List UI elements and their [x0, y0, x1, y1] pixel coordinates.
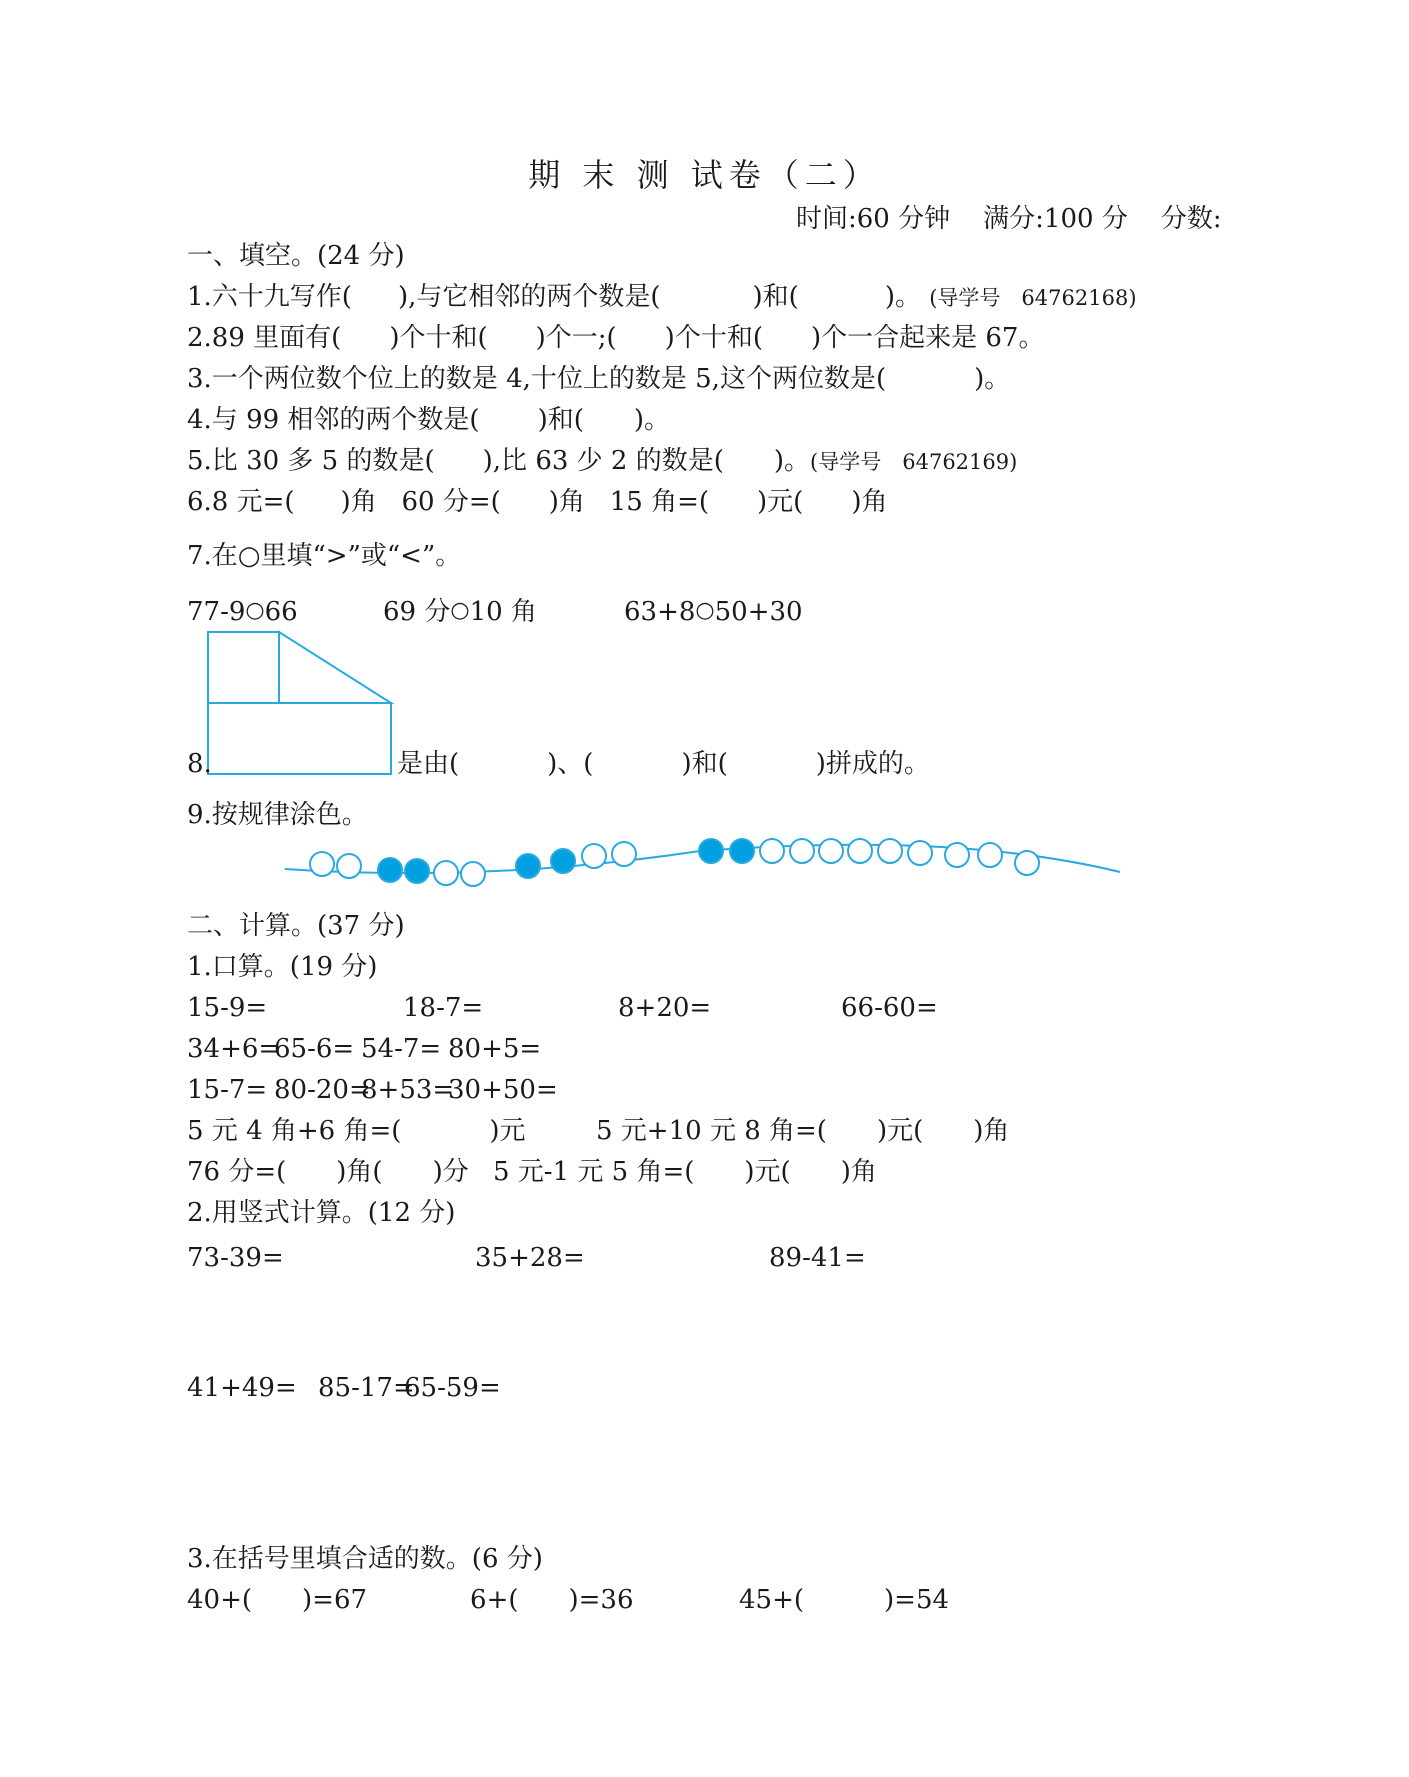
q7-heading: 7.在○里填“>”或“<”。: [187, 541, 462, 571]
q3: 3.一个两位数个位上的数是 4,十位上的数是 5,这个两位数是( )。: [187, 364, 1011, 394]
vertical-item: 41+49=: [187, 1373, 297, 1403]
fill-item: 40+( )=67: [187, 1585, 368, 1615]
fill-heading: 3.在括号里填合适的数。(6 分): [187, 1544, 543, 1574]
circle-blank-icon: ○: [450, 598, 470, 623]
vertical-item: 85-17=: [318, 1373, 415, 1403]
calc-item: 54-7=: [361, 1034, 442, 1064]
vertical-calc-heading: 2.用竖式计算。(12 分): [187, 1198, 456, 1228]
calc-item: 80+5=: [448, 1034, 542, 1064]
bead-empty: [908, 841, 932, 865]
q5: 5.比 30 多 5 的数是( ),比 63 少 2 的数是( )。(导学号 64762169): [187, 446, 1018, 476]
calc-item: 80-20=: [274, 1075, 371, 1105]
guide-number: (导学号 64762168): [929, 286, 1137, 310]
q1: 1.六十九写作( ),与它相邻的两个数是( )和( )。 (导学号 64762168): [187, 282, 1137, 312]
full-score: 满分:100 分: [983, 204, 1128, 234]
q2: 2.89 里面有( )个十和( )个一;( )个十和( )个一合起来是 67。: [187, 323, 1045, 353]
calc-item: 15-7=: [187, 1075, 268, 1105]
bead-empty: [945, 843, 969, 867]
bead-empty: [1015, 851, 1039, 875]
circle-blank-icon: ○: [695, 598, 715, 623]
bead-filled: [730, 839, 754, 863]
money-item: 76 分=( )角( )分: [187, 1157, 469, 1187]
q4: 4.与 99 相邻的两个数是( )和( )。: [187, 405, 671, 435]
vertical-item: 73-39=: [187, 1243, 284, 1273]
bead-empty: [612, 842, 636, 866]
bead-empty: [848, 839, 872, 863]
q6: 6.8 元=( )角 60 分=( )角 15 角=( )元( )角: [187, 487, 888, 517]
bead-empty: [582, 844, 606, 868]
calc-item: 30+50=: [448, 1075, 558, 1105]
bead-empty: [337, 854, 361, 878]
money-item: 5 元-1 元 5 角=( )元( )角: [493, 1157, 877, 1187]
calc-item: 65-6=: [274, 1034, 355, 1064]
q9-heading: 9.按规律涂色。: [187, 800, 368, 830]
bead-filled: [405, 859, 429, 883]
calc-item: 66-60=: [841, 993, 938, 1023]
bead-filled: [378, 858, 402, 882]
money-item: 5 元+10 元 8 角=( )元( )角: [596, 1116, 1010, 1146]
bead-filled: [699, 839, 723, 863]
calc-item: 15-9=: [187, 993, 268, 1023]
guide-number: (导学号 64762169): [810, 450, 1018, 474]
bead-empty: [819, 839, 843, 863]
calc-item: 8+20=: [618, 993, 712, 1023]
oral-calc-heading: 1.口算。(19 分): [187, 952, 378, 982]
calc-item: 8+53=: [361, 1075, 455, 1105]
q8: 8.: [187, 749, 212, 779]
calc-item: 18-7=: [403, 993, 484, 1023]
section2-heading: 二、计算。(37 分): [187, 911, 405, 941]
score-label: 分数:: [1160, 204, 1222, 234]
bead-empty: [461, 862, 485, 886]
vertical-item: 89-41=: [769, 1243, 866, 1273]
compare-item: 63+8○50+30: [624, 593, 803, 630]
compare-item: 69 分○10 角: [383, 593, 537, 630]
vertical-item: 65-59=: [404, 1373, 501, 1403]
bead-empty: [760, 839, 784, 863]
fill-item: 6+( )=36: [470, 1585, 634, 1615]
vertical-item: 35+28=: [475, 1243, 585, 1273]
calc-item: 34+6=: [187, 1034, 281, 1064]
money-item: 5 元 4 角+6 角=( )元: [187, 1116, 526, 1146]
bead-empty: [310, 852, 334, 876]
bead-filled: [551, 849, 575, 873]
circle-blank-icon: ○: [245, 598, 265, 623]
bead-empty: [434, 861, 458, 885]
bead-empty: [978, 843, 1002, 867]
bead-empty: [790, 839, 814, 863]
page-title: 期 末 测 试卷（二）: [528, 156, 881, 194]
time-limit: 时间:60 分钟: [796, 204, 951, 234]
fill-item: 45+( )=54: [739, 1585, 950, 1615]
bead-filled: [516, 854, 540, 878]
q8-text: 是由( )、( )和( )拼成的。: [397, 749, 930, 779]
bead-empty: [878, 839, 902, 863]
section1-heading: 一、填空。(24 分): [187, 241, 405, 271]
compare-item: 77-9○66: [187, 593, 298, 630]
